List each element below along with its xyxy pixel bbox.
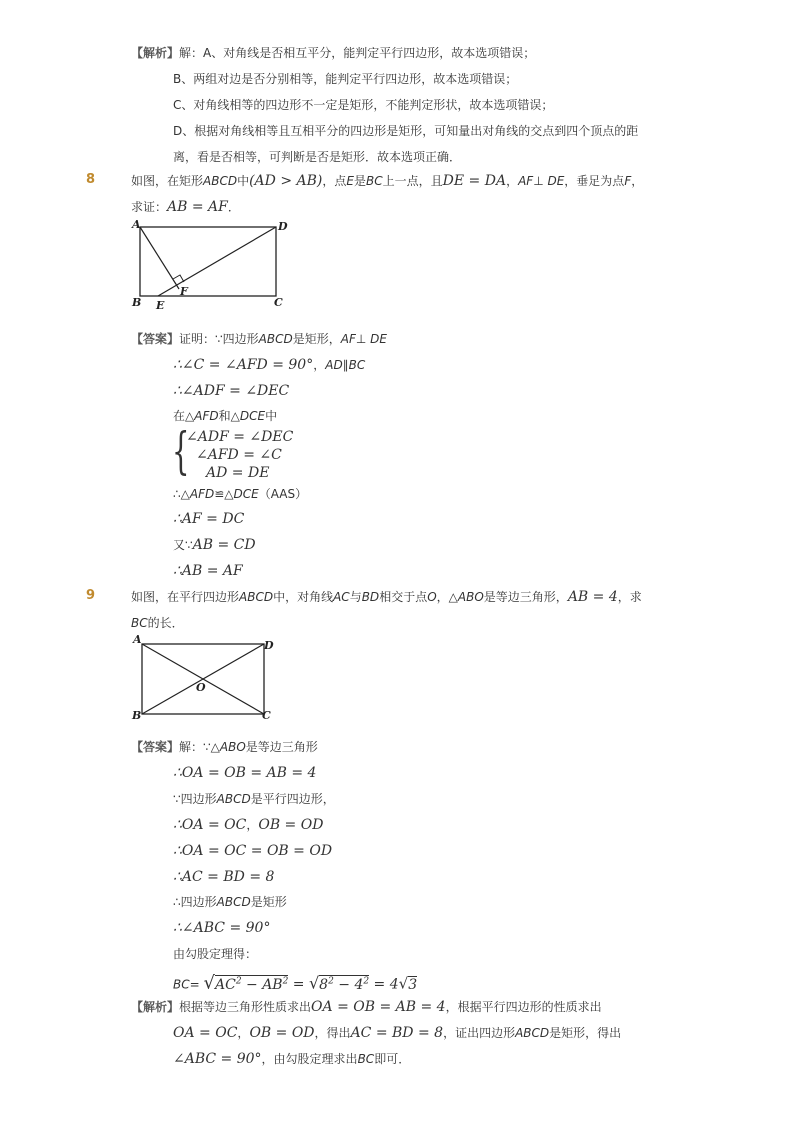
q9-answer-line9: 由勾股定理得： xyxy=(173,947,258,961)
q8-answer-line3: ∴∠ADF = ∠DEC xyxy=(173,383,290,399)
q9-answer-line10: $BC= √AC^2 - AB^2 = √8^2 - 4^2 = 4√3$ xyxy=(173,972,418,994)
radicand-1: $AC^2 - AB^2$ xyxy=(215,976,289,993)
q8-label-b: B xyxy=(132,296,142,309)
q9-answer-line2: ∴OA = OB = AB = 4 xyxy=(173,765,317,781)
q8-answer-line1: 【答案】证明：∵四边形ABCD是矩形，AF⊥ DE xyxy=(131,332,387,346)
q9-analysis-line2: OA = OC，OB = OD，得出AC = BD = 8，证出四边形ABCD是矩形，得出 xyxy=(173,1025,622,1041)
q9-analysis-line1: 【解析】根据等边三角形性质求出OA = OB = AB = 4，根据平行四边形的性质求出 xyxy=(131,999,602,1015)
q8-label-d: D xyxy=(278,220,288,233)
q9-label-b: B xyxy=(132,709,142,722)
q8-answer-line7: 又∵AB = CD xyxy=(173,537,256,553)
question-number-9: 9 xyxy=(86,588,96,603)
q8-system-eq1: ∠ADF = ∠DEC xyxy=(186,429,294,445)
q8-label-c: C xyxy=(274,296,283,309)
sqrt-sign: √ xyxy=(203,972,215,994)
q8-label-f: F xyxy=(180,285,188,298)
q9-figure xyxy=(128,632,288,724)
q9-statement-line2: BC的长． xyxy=(131,616,184,630)
q9-statement-line1: 如图，在平行四边形ABCD中，对角线AC与BD相交于点O，△ABO是等边三角形，AB = 4，求 xyxy=(131,589,642,605)
q9-answer-line8: ∴∠ABC = 90° xyxy=(173,920,271,936)
q8-answer-line5: ∴△AFD≌△DCE（AAS） xyxy=(173,487,308,501)
q8-label-a: A xyxy=(132,218,141,231)
q9-answer-line1: 【答案】解：∵△ABO是等边三角形 xyxy=(131,740,318,754)
q9-answer-line6: ∴AC = BD = 8 xyxy=(173,869,275,885)
answer-tag: 【答案】 xyxy=(131,740,180,754)
analysis-tag: 【解析】 xyxy=(131,46,180,60)
q8-rectangle xyxy=(140,227,276,296)
q8-figure xyxy=(128,216,298,316)
answer-tag: 【答案】 xyxy=(131,332,180,346)
q9-answer-line5: ∴OA = OC = OB = OD xyxy=(173,843,333,859)
q8-answer-line8: ∴AB = AF xyxy=(173,563,243,579)
analysis-line-d1: D、根据对角线相等且互相平分的四边形是矩形，可知量出对角线的交点到四个顶点的距 xyxy=(173,124,639,138)
q8-segment-ed xyxy=(158,227,276,296)
q9-answer-line3: ∵四边形ABCD是平行四边形， xyxy=(173,792,335,806)
q9-label-a: A xyxy=(133,633,142,646)
sqrt-sign: √ xyxy=(308,973,320,993)
q8-system-eq2: ∠AFD = ∠C xyxy=(196,447,282,463)
q9-label-o: O xyxy=(196,681,206,694)
q8-answer-line4: 在△AFD和△DCE中 xyxy=(173,409,278,423)
q8-system-eq3: AD = DE xyxy=(206,465,270,481)
q8-answer-line6: ∴AF = DC xyxy=(173,511,245,527)
radicand-3: 3 xyxy=(408,976,418,993)
q9-analysis-line3: ∠ABC = 90°，由勾股定理求出BC即可． xyxy=(173,1051,411,1067)
q9-answer-line7: ∴四边形ABCD是矩形 xyxy=(173,895,287,909)
q8-system-brace: { xyxy=(172,422,190,480)
analysis-line-c: C、对角线相等的四边形不一定是矩形，不能判定形状，故本选项错误； xyxy=(173,98,554,112)
analysis-line-b: B、两组对边是否分别相等，能判定平行四边形，故本选项错误； xyxy=(173,72,518,86)
question-number-8: 8 xyxy=(86,172,96,187)
q8-label-e: E xyxy=(156,299,165,312)
analysis-line-a: 【解析】解：A、对角线是否相互平分，能判定平行四边形，故本选项错误； xyxy=(131,46,536,60)
q8-right-angle-mark xyxy=(173,275,184,282)
radicand-2: $8^2 - 4^2$ xyxy=(319,976,370,993)
q9-label-d: D xyxy=(264,639,274,652)
sqrt-sign: √ xyxy=(398,974,409,993)
analysis-line-d2: 离，看是否相等，可判断是否是矩形．故本选项正确． xyxy=(173,150,462,164)
q8-statement-line2: 求证：AB = AF． xyxy=(131,199,240,215)
q9-label-c: C xyxy=(262,709,271,722)
q8-statement-line1: 如图，在矩形ABCD中(AD > AB)，点E是BC上一点，且DE = DA，AF⊥ DE，垂足为点F， xyxy=(131,173,644,189)
q9-answer-line4: ∴OA = OC，OB = OD xyxy=(173,817,324,833)
q8-answer-line2: ∴∠C = ∠AFD = 90°，AD∥BC xyxy=(173,357,366,373)
analysis-tag: 【解析】 xyxy=(131,1000,180,1014)
q8-segment-af xyxy=(140,227,179,289)
